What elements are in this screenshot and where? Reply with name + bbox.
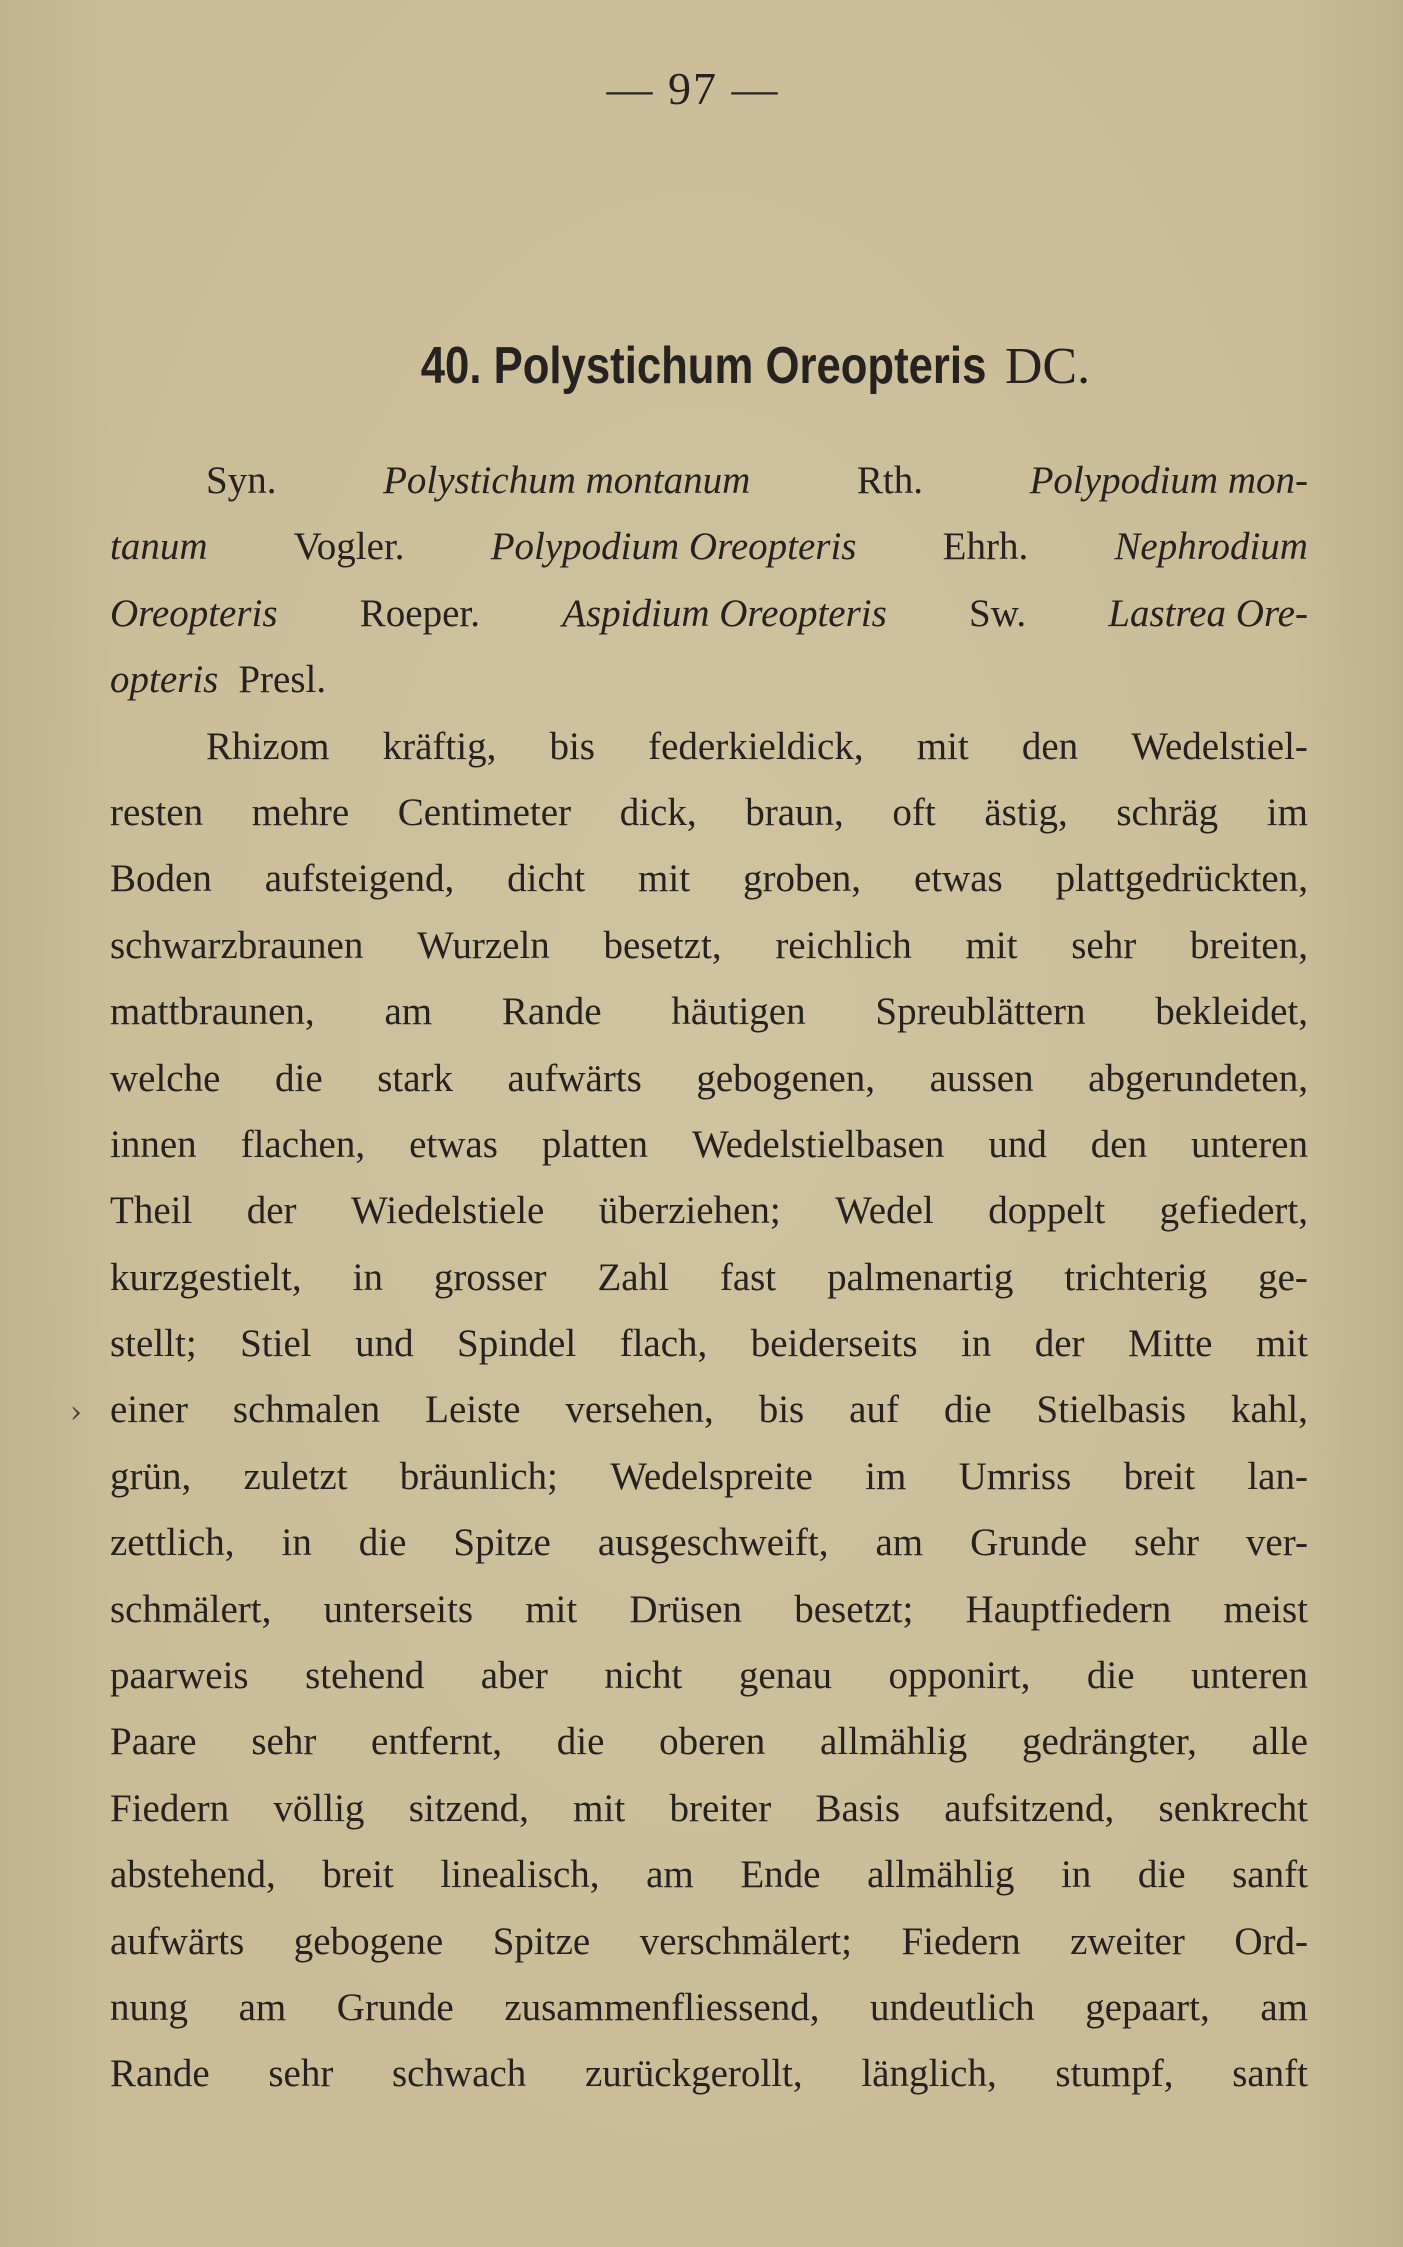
word: und <box>355 1322 414 1366</box>
synonym-line <box>110 514 1308 580</box>
word: die <box>358 1521 407 1565</box>
word: Wedelstiel- <box>1131 724 1308 768</box>
word: breiter <box>669 1786 772 1830</box>
text-line <box>110 1444 1308 1510</box>
word: am <box>1260 1985 1308 2029</box>
word: plattgedrückten, <box>1055 857 1308 901</box>
word: aufwärts <box>110 1919 245 1963</box>
word: Fiedern <box>901 1919 1021 1963</box>
word: in <box>281 1521 312 1565</box>
word: palmenartig <box>827 1255 1014 1299</box>
word: oft <box>892 790 936 834</box>
word: paarweis <box>110 1654 249 1698</box>
word: ver- <box>1245 1521 1308 1565</box>
word: mit <box>1255 1322 1308 1366</box>
word: entfernt, <box>371 1720 503 1764</box>
word: aber <box>480 1654 548 1698</box>
margin-mark: › <box>70 1395 82 1430</box>
word: groben, <box>742 857 862 901</box>
word: ge- <box>1258 1255 1308 1299</box>
text-line <box>110 1311 1308 1377</box>
word: aufwärts <box>507 1056 642 1100</box>
heading-species: Oreopteris <box>765 337 987 395</box>
body-text <box>110 448 1308 2108</box>
word: nung <box>110 1985 188 2029</box>
word: unteren <box>1191 1654 1308 1698</box>
word: linealisch, <box>440 1853 600 1897</box>
word: zusammenfliessend, <box>504 1985 820 2029</box>
word: Spitze <box>453 1521 551 1565</box>
word: mit <box>525 1587 578 1631</box>
word: schwarzbraunen <box>110 923 364 967</box>
word: nicht <box>604 1654 683 1698</box>
word: Drüsen <box>629 1587 743 1631</box>
word: einer <box>110 1388 188 1432</box>
word: sanft <box>1232 2052 1308 2096</box>
word: stehend <box>305 1654 425 1698</box>
word: zurückgerollt, <box>584 2052 803 2096</box>
word: Basis <box>815 1786 900 1830</box>
word: Hauptfiedern <box>965 1587 1172 1631</box>
word: kahl, <box>1231 1388 1308 1432</box>
word: mit <box>638 857 691 901</box>
word: doppelt <box>988 1189 1106 1233</box>
word: aussen <box>929 1056 1034 1100</box>
word: am <box>646 1853 694 1897</box>
word: Spitze <box>492 1919 591 1963</box>
word: Ord- <box>1234 1919 1308 1963</box>
text-line <box>110 846 1308 912</box>
heading-author: DC. <box>1004 338 1091 395</box>
word: kräftig, <box>382 724 497 768</box>
word: Wedel <box>835 1189 934 1233</box>
word: stellt; <box>110 1322 197 1366</box>
word: überziehen; <box>598 1189 781 1233</box>
text-line <box>110 1842 1308 1908</box>
word: federkieldick, <box>648 724 864 768</box>
word: in <box>960 1322 992 1366</box>
word: oberen <box>659 1720 766 1764</box>
word: sehr <box>268 2052 334 2096</box>
word: gebogene <box>293 1919 444 1963</box>
page-number: — 97 — <box>606 63 780 114</box>
word: flachen, <box>240 1122 366 1166</box>
word: reichlich <box>775 923 912 967</box>
word: etwas <box>409 1122 498 1166</box>
word: gefiedert, <box>1159 1189 1308 1233</box>
word: unteren <box>1191 1122 1308 1166</box>
word: grün, <box>110 1454 192 1498</box>
word: bräunlich; <box>399 1454 558 1498</box>
text-line <box>110 1909 1308 1975</box>
word: aufsitzend, <box>944 1786 1115 1830</box>
word: mattbraunen, <box>110 990 315 1034</box>
word: zuletzt <box>243 1454 348 1498</box>
word: Wurzeln <box>417 923 550 967</box>
synonym-author: Roeper. <box>359 591 480 635</box>
word: senkrecht <box>1158 1786 1308 1830</box>
description-paragraph <box>110 714 1308 2108</box>
word: Fiedern <box>110 1786 230 1830</box>
word: die <box>1137 1853 1186 1897</box>
synonym-line <box>110 647 1308 713</box>
word: alle <box>1251 1720 1308 1764</box>
synonym-author: Presl. <box>238 658 327 702</box>
word: etwas <box>913 857 1003 901</box>
text-line <box>110 913 1308 979</box>
word: im <box>865 1454 907 1498</box>
word: im <box>1266 790 1308 834</box>
text-line <box>110 1178 1308 1244</box>
word: breiten, <box>1189 923 1308 967</box>
word: die <box>1086 1654 1135 1698</box>
word: gepaart, <box>1085 1985 1210 2029</box>
word: der <box>246 1189 297 1233</box>
word: mehre <box>251 790 350 834</box>
synonym-name: tanum <box>110 525 208 569</box>
synonym-name: Aspidium Oreopteris <box>562 591 887 635</box>
word: Paare <box>110 1720 197 1764</box>
word: welche <box>110 1056 221 1100</box>
word: beiderseits <box>750 1322 918 1366</box>
word: allmählig <box>819 1720 968 1764</box>
text-line <box>110 1975 1308 2041</box>
word: Wedelstielbasen <box>691 1122 945 1166</box>
word: bis <box>549 724 595 768</box>
word: und <box>988 1122 1047 1166</box>
synonym-author: Vogler. <box>293 525 405 569</box>
word: Stielbasis <box>1036 1388 1187 1432</box>
text-line <box>110 1046 1308 1112</box>
word: stark <box>377 1056 453 1100</box>
word: Grunde <box>336 1985 454 2029</box>
text-line <box>110 1577 1308 1643</box>
word: stumpf, <box>1055 2052 1174 2096</box>
word: sanft <box>1232 1853 1308 1897</box>
text-line <box>110 1709 1308 1775</box>
word: sehr <box>251 1720 317 1764</box>
word: am <box>875 1521 924 1565</box>
synonym-author: Rth. <box>856 459 923 502</box>
word: in <box>1060 1853 1092 1897</box>
species-heading <box>0 336 1403 396</box>
synonym-name: Oreopteris <box>110 591 278 635</box>
word: mit <box>573 1786 626 1830</box>
word: braun, <box>745 790 844 834</box>
word: bekleidet, <box>1155 990 1308 1034</box>
word: Stiel <box>240 1322 312 1366</box>
word: schwach <box>392 2052 527 2096</box>
word: länglich, <box>861 2052 997 2096</box>
word: resten <box>110 790 204 834</box>
heading-number: 40. <box>420 337 482 395</box>
word: schmalen <box>232 1388 381 1432</box>
word: allmählig <box>867 1853 1015 1897</box>
word: verschmälert; <box>639 1919 852 1963</box>
heading-title <box>421 336 987 396</box>
word: zettlich, <box>110 1521 235 1565</box>
word: unterseits <box>323 1587 474 1631</box>
word: am <box>238 1985 287 2029</box>
word: dicht <box>507 857 586 901</box>
word: abstehend, <box>110 1853 276 1897</box>
word: aufsteigend, <box>264 857 455 901</box>
word: Rhizom <box>206 724 330 768</box>
text-line <box>110 780 1308 846</box>
word: Grunde <box>970 1521 1088 1565</box>
synonym-name: Lastrea Ore- <box>1108 591 1308 635</box>
word: Wedelspreite <box>610 1454 813 1498</box>
word: Spindel <box>457 1322 577 1366</box>
word: die <box>556 1720 605 1764</box>
word: fast <box>719 1255 777 1299</box>
word: genau <box>738 1654 832 1698</box>
text-line <box>110 1245 1308 1311</box>
word: den <box>1090 1122 1148 1166</box>
word: breit <box>322 1853 394 1897</box>
word: schmälert, <box>110 1587 272 1631</box>
word: sitzend, <box>408 1786 529 1830</box>
word: völlig <box>273 1786 365 1830</box>
word: besetzt, <box>603 923 722 967</box>
word: Theil <box>110 1189 193 1233</box>
synonym-line <box>110 581 1308 647</box>
text-line <box>110 2041 1308 2107</box>
word: meist <box>1223 1587 1308 1631</box>
word: zweiter <box>1070 1919 1185 1963</box>
word: schräg <box>1116 790 1219 834</box>
word: lan- <box>1247 1454 1308 1498</box>
word: undeutlich <box>870 1985 1035 2029</box>
synonym-name: Nephrodium <box>1114 525 1308 569</box>
word: dick, <box>619 790 697 834</box>
word: besetzt; <box>794 1587 914 1631</box>
word: Rande <box>501 990 602 1034</box>
word: mit <box>916 724 969 768</box>
word: Mitte <box>1128 1322 1213 1366</box>
word: bis <box>758 1388 805 1432</box>
text-line <box>110 1377 1308 1443</box>
word: auf <box>849 1388 899 1432</box>
word: trichterig <box>1064 1255 1208 1299</box>
word: Centimeter <box>397 790 572 834</box>
word: Zahl <box>597 1255 669 1299</box>
word: Rande <box>110 2052 210 2096</box>
word: kurzgestielt, <box>110 1255 302 1299</box>
word: sehr <box>1133 1521 1199 1565</box>
word: ausgeschweift, <box>597 1521 829 1565</box>
word: breit <box>1123 1454 1196 1498</box>
word: versehen, <box>565 1388 714 1432</box>
synonym-prefix: Syn. <box>206 459 277 502</box>
word: Ende <box>740 1853 821 1897</box>
synonym-author: Sw. <box>969 591 1027 635</box>
word: Spreublättern <box>875 990 1086 1034</box>
word: mit <box>965 923 1018 967</box>
word: gebogenen, <box>696 1056 876 1100</box>
text-line <box>110 1112 1308 1178</box>
synonym-author: Ehrh. <box>942 525 1029 569</box>
word: sehr <box>1071 923 1137 967</box>
word: die <box>274 1056 323 1100</box>
text-line <box>110 714 1308 780</box>
synonym-name: Polystichum montanum <box>383 459 751 502</box>
synonym-name: Polypodium Oreopteris <box>490 525 857 569</box>
word: Boden <box>110 857 212 901</box>
text-line <box>110 1776 1308 1842</box>
text-line <box>110 1643 1308 1709</box>
synonym-name: Polypodium mon- <box>1029 459 1308 502</box>
word: die <box>943 1388 992 1432</box>
word: opponirt, <box>888 1654 1031 1698</box>
word: in <box>352 1255 383 1299</box>
word: flach, <box>619 1322 708 1366</box>
word: gedrängter, <box>1022 1720 1197 1764</box>
word: grosser <box>433 1255 547 1299</box>
text-line <box>110 1510 1308 1576</box>
heading-genus: Polystichum <box>493 337 754 395</box>
word: am <box>384 990 433 1034</box>
synonym-name: opteris <box>110 658 219 702</box>
word: innen <box>110 1122 197 1166</box>
word: der <box>1034 1322 1085 1366</box>
word: abgerundeten, <box>1088 1056 1308 1100</box>
word: Umriss <box>958 1454 1072 1498</box>
word: den <box>1021 724 1079 768</box>
text-line <box>110 979 1308 1045</box>
synonym-line <box>110 448 1308 514</box>
word: häutigen <box>671 990 806 1034</box>
word: platten <box>541 1122 648 1166</box>
word: Leiste <box>425 1388 521 1432</box>
word: Wiedelstiele <box>351 1189 545 1233</box>
word: ästig, <box>984 790 1068 834</box>
